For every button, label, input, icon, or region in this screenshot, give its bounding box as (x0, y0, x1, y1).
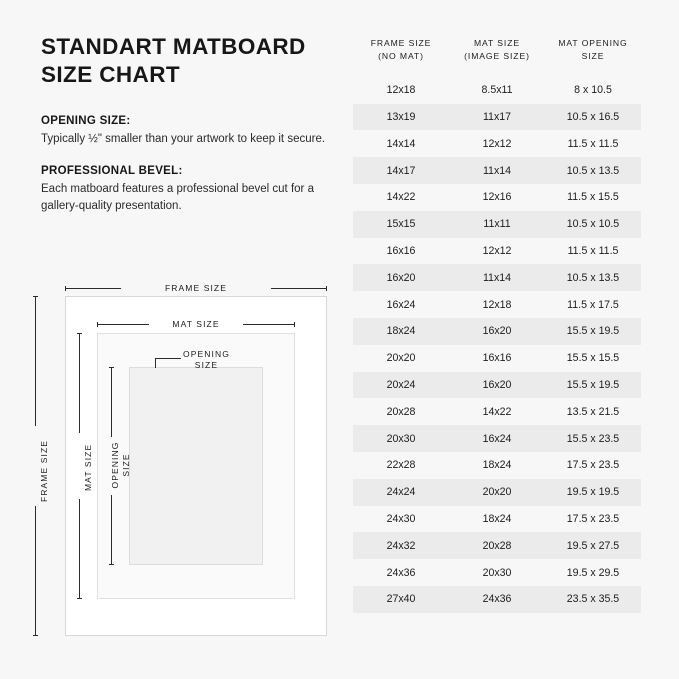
table-cell-mat-size: 12x16 (482, 191, 512, 204)
opening-left-rule-top (111, 367, 112, 437)
table-row (353, 157, 641, 184)
table-cell-frame-size: 20x24 (386, 378, 416, 391)
table-cell-frame-size: 16x16 (386, 244, 416, 257)
table-cell-frame-size: 14x17 (386, 164, 416, 177)
table-cell-opening-size: 13.5 x 21.5 (566, 405, 620, 418)
mat-top-rule-right (243, 324, 295, 325)
table-header-line2: (NO MAT) (378, 50, 424, 61)
table-header-mat-size (449, 37, 545, 63)
table-cell-frame-size: 14x14 (386, 137, 416, 150)
table-cell-mat-size: 11x14 (482, 271, 512, 284)
table-row (353, 77, 641, 104)
table-header-frame-size (353, 37, 449, 63)
table-cell-mat-size: 12x18 (482, 298, 512, 311)
mat-left-rule-bottom (79, 499, 80, 599)
table-cell-mat-size: 16x20 (482, 325, 512, 338)
info-column (41, 33, 341, 233)
table-row (353, 264, 641, 291)
table-cell-mat-size: 20x20 (482, 486, 512, 499)
note-body: Typically ½" smaller than your artwork to keep it secure. (41, 132, 326, 145)
table-cell-mat-size: 20x28 (482, 539, 512, 552)
opening-pointer-stem (155, 358, 156, 368)
table-cell-mat-size: 12x12 (482, 137, 512, 150)
table-cell-frame-size: 18x24 (386, 325, 416, 338)
table-row (353, 184, 641, 211)
table-cell-opening-size: 11.5 x 11.5 (567, 244, 619, 257)
table-cell-mat-size: 14x22 (482, 405, 512, 418)
table-cell-frame-size: 14x22 (386, 191, 416, 204)
opening-pointer-rule (155, 358, 181, 359)
mat-size-side-label: MAT SIZE (83, 443, 93, 491)
table-cell-frame-size: 12x18 (386, 84, 416, 97)
table-cell-opening-size: 19.5 x 29.5 (566, 566, 620, 579)
table-row (353, 130, 641, 157)
opening-left-tick-top (109, 367, 114, 368)
table-cell-opening-size: 8 x 10.5 (574, 84, 612, 97)
table-cell-opening-size: 15.5 x 19.5 (566, 378, 620, 391)
opening-left-rule-bottom (111, 495, 112, 565)
table-cell-mat-size: 11x17 (482, 110, 512, 123)
table-cell-mat-size: 8.5x11 (481, 84, 513, 97)
table-cell-opening-size: 11.5 x 11.5 (567, 137, 619, 150)
table-header-mat-opening-size (545, 37, 641, 63)
table-cell-frame-size: 16x20 (386, 271, 416, 284)
opening-size-top-label (183, 349, 230, 371)
table-cell-frame-size: 20x30 (386, 432, 416, 445)
size-table (353, 33, 641, 613)
frame-left-rule-bottom (35, 506, 36, 636)
frame-left-rule-top (35, 296, 36, 426)
table-cell-opening-size: 10.5 x 10.5 (566, 218, 620, 231)
opening-size-side-label-line1: OPENING (110, 441, 120, 489)
opening-size-side-label (110, 430, 131, 500)
table-row (353, 425, 641, 452)
table-cell-mat-size: 16x20 (482, 378, 512, 391)
table-cell-mat-size: 16x16 (482, 352, 512, 365)
mat-top-rule-left (97, 324, 149, 325)
table-cell-opening-size: 19.5 x 19.5 (566, 486, 620, 499)
table-cell-opening-size: 15.5 x 23.5 (566, 432, 620, 445)
opening-size-side-label-line2: SIZE (120, 453, 131, 477)
frame-top-rule-right (271, 288, 327, 289)
table-row (353, 479, 641, 506)
table-cell-mat-size: 20x30 (482, 566, 512, 579)
mat-top-tick-right (294, 322, 295, 327)
mat-left-tick-top (77, 333, 82, 334)
table-row (353, 238, 641, 265)
table-body (353, 77, 641, 613)
table-row (353, 211, 641, 238)
table-cell-opening-size: 11.5 x 15.5 (567, 191, 619, 204)
page-title: STANDART MATBOARD SIZE CHART (41, 34, 306, 87)
opening-size-top-label-line2: SIZE (194, 360, 219, 371)
table-row (353, 318, 641, 345)
table-cell-opening-size: 15.5 x 15.5 (566, 352, 620, 365)
frame-size-top-label: FRAME SIZE (164, 283, 227, 293)
table-cell-opening-size: 11.5 x 17.5 (567, 298, 619, 311)
table-cell-frame-size: 13x19 (386, 110, 416, 123)
table-row (353, 506, 641, 533)
table-cell-frame-size: 24x32 (386, 539, 416, 552)
table-cell-frame-size: 24x30 (386, 512, 416, 525)
table-cell-frame-size: 20x28 (386, 405, 416, 418)
table-cell-frame-size: 16x24 (386, 298, 416, 311)
table-cell-mat-size: 16x24 (482, 432, 512, 445)
opening-size-top-label-line1: OPENING (183, 349, 230, 359)
table-header-line2: SIZE (581, 50, 605, 61)
frame-top-tick-right (326, 286, 327, 291)
table-cell-opening-size: 23.5 x 35.5 (566, 593, 620, 606)
table-cell-mat-size: 12x12 (482, 244, 512, 257)
table-cell-opening-size: 10.5 x 13.5 (566, 271, 620, 284)
mat-left-tick-bottom (77, 598, 82, 599)
table-cell-opening-size: 17.5 x 23.5 (566, 459, 620, 472)
note-opening-size (41, 115, 341, 148)
table-row (353, 345, 641, 372)
table-cell-frame-size: 15x15 (386, 218, 416, 231)
table-row (353, 398, 641, 425)
table-cell-mat-size: 18x24 (482, 459, 512, 472)
table-row (353, 372, 641, 399)
table-header-line1: MAT SIZE (473, 38, 521, 48)
frame-top-rule-left (65, 288, 121, 289)
table-cell-mat-size: 11x11 (483, 218, 511, 231)
table-cell-mat-size: 18x24 (482, 512, 512, 525)
frame-size-side-label: FRAME SIZE (39, 439, 49, 502)
opening-left-tick-bottom (109, 564, 114, 565)
table-cell-opening-size: 10.5 x 16.5 (566, 110, 620, 123)
table-cell-frame-size: 20x20 (386, 352, 416, 365)
table-row (353, 559, 641, 586)
table-cell-frame-size: 24x24 (386, 486, 416, 499)
table-cell-frame-size: 27x40 (386, 593, 416, 606)
table-header-line2: (IMAGE SIZE) (464, 50, 530, 61)
table-cell-mat-size: 24x36 (482, 593, 512, 606)
table-row (353, 291, 641, 318)
table-cell-frame-size: 24x36 (386, 566, 416, 579)
table-row (353, 532, 641, 559)
frame-diagram (24, 280, 344, 650)
note-heading: OPENING SIZE: (41, 114, 131, 127)
table-cell-frame-size: 22x28 (386, 459, 416, 472)
frame-left-tick-top (33, 296, 38, 297)
note-heading: PROFESSIONAL BEVEL: (41, 165, 183, 178)
opening-rectangle (129, 367, 263, 565)
table-cell-opening-size: 19.5 x 27.5 (566, 539, 620, 552)
mat-size-top-label: MAT SIZE (172, 319, 220, 329)
table-row (353, 452, 641, 479)
table-cell-opening-size: 10.5 x 13.5 (566, 164, 620, 177)
note-professional-bevel (41, 165, 341, 214)
table-header-line1: FRAME SIZE (370, 38, 432, 48)
table-row (353, 104, 641, 131)
table-row (353, 586, 641, 613)
mat-top-tick-left (97, 322, 98, 327)
note-body: Each matboard features a professional bevel cut for a gallery-quality presentation. (41, 183, 314, 213)
table-cell-mat-size: 11x14 (482, 164, 512, 177)
table-header-row (353, 33, 641, 77)
mat-left-rule-top (79, 333, 80, 433)
table-header-line1: MAT OPENING (558, 38, 628, 48)
table-cell-opening-size: 15.5 x 19.5 (566, 325, 620, 338)
frame-left-tick-bottom (33, 635, 38, 636)
table-cell-opening-size: 17.5 x 23.5 (566, 512, 620, 525)
frame-top-tick-left (65, 286, 66, 291)
